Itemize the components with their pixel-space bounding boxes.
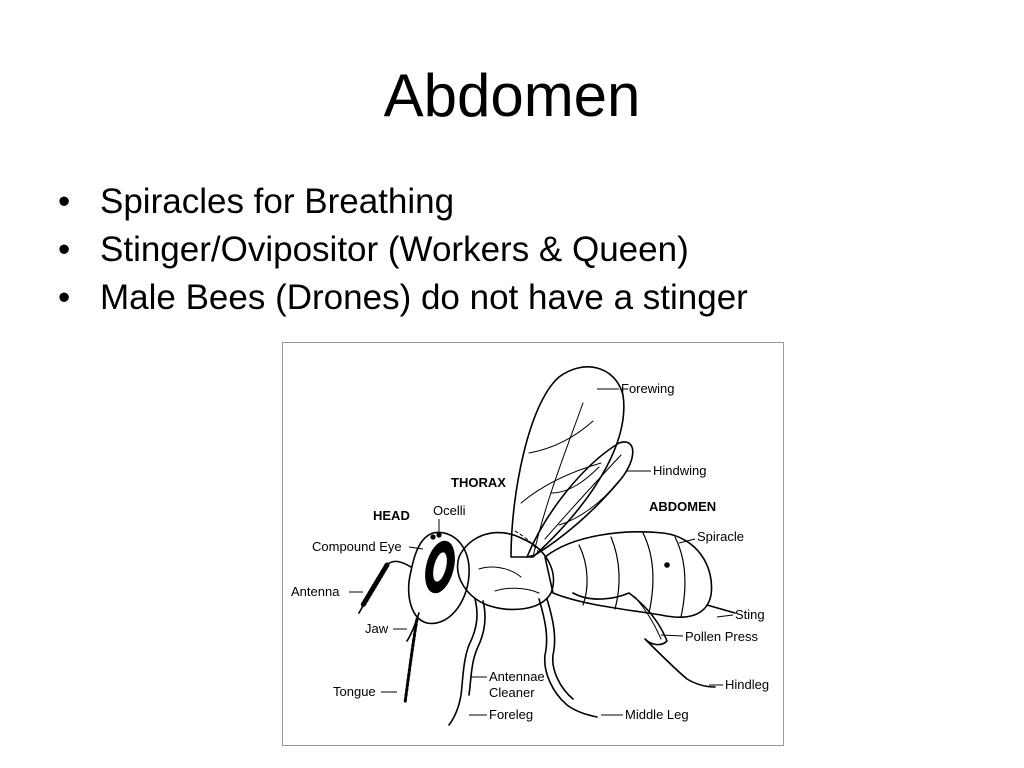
tongue-label: Tongue bbox=[333, 684, 376, 699]
bullet-marker: • bbox=[58, 278, 71, 317]
compound-eye-label: Compound Eye bbox=[312, 539, 402, 554]
bullet-item bbox=[58, 178, 748, 226]
forewing-shape bbox=[511, 367, 624, 557]
thorax-header: THORAX bbox=[451, 475, 506, 490]
bullet-marker: • bbox=[58, 230, 71, 269]
forewing-label: Forewing bbox=[621, 381, 675, 396]
pollen-press-label: Pollen Press bbox=[685, 629, 758, 644]
jaw-label: Jaw bbox=[365, 621, 389, 636]
tongue-shape bbox=[405, 619, 417, 703]
bullet-marker: • bbox=[58, 182, 71, 221]
foreleg-label: Foreleg bbox=[489, 707, 534, 722]
bullet-text: Stinger/Ovipositor (Workers & Queen) bbox=[100, 230, 689, 269]
bullet-text: Spiracles for Breathing bbox=[100, 182, 455, 221]
spiracle-label: Spiracle bbox=[697, 529, 744, 544]
bullet-list bbox=[58, 178, 748, 322]
hindleg-label: Hindleg bbox=[725, 677, 770, 692]
ocelli-label: Ocelli bbox=[433, 503, 466, 518]
bee-anatomy-figure bbox=[282, 342, 784, 746]
spiracle-dot bbox=[665, 563, 669, 567]
antennae-cleaner-label-line2: Cleaner bbox=[489, 685, 535, 700]
bullet-item bbox=[58, 226, 748, 274]
hindwing-label: Hindwing bbox=[653, 463, 707, 478]
antennae-cleaner-label-line1: Antennae bbox=[489, 669, 545, 684]
middle-leg-label: Middle Leg bbox=[625, 707, 689, 722]
thorax-shape bbox=[458, 533, 554, 610]
abdomen-shape bbox=[545, 532, 712, 617]
head-header: HEAD bbox=[373, 508, 410, 523]
middle-leg-shape bbox=[539, 599, 597, 717]
antenna-label: Antenna bbox=[291, 584, 340, 599]
bee-anatomy-diagram bbox=[283, 343, 783, 745]
sting-shape bbox=[707, 605, 735, 613]
bullet-item bbox=[58, 274, 748, 322]
bullet-text: Male Bees (Drones) do not have a stinger bbox=[100, 278, 748, 317]
sting-label: Sting bbox=[735, 607, 765, 622]
slide-title: Abdomen bbox=[383, 62, 641, 129]
abdomen-header: ABDOMEN bbox=[649, 499, 717, 514]
